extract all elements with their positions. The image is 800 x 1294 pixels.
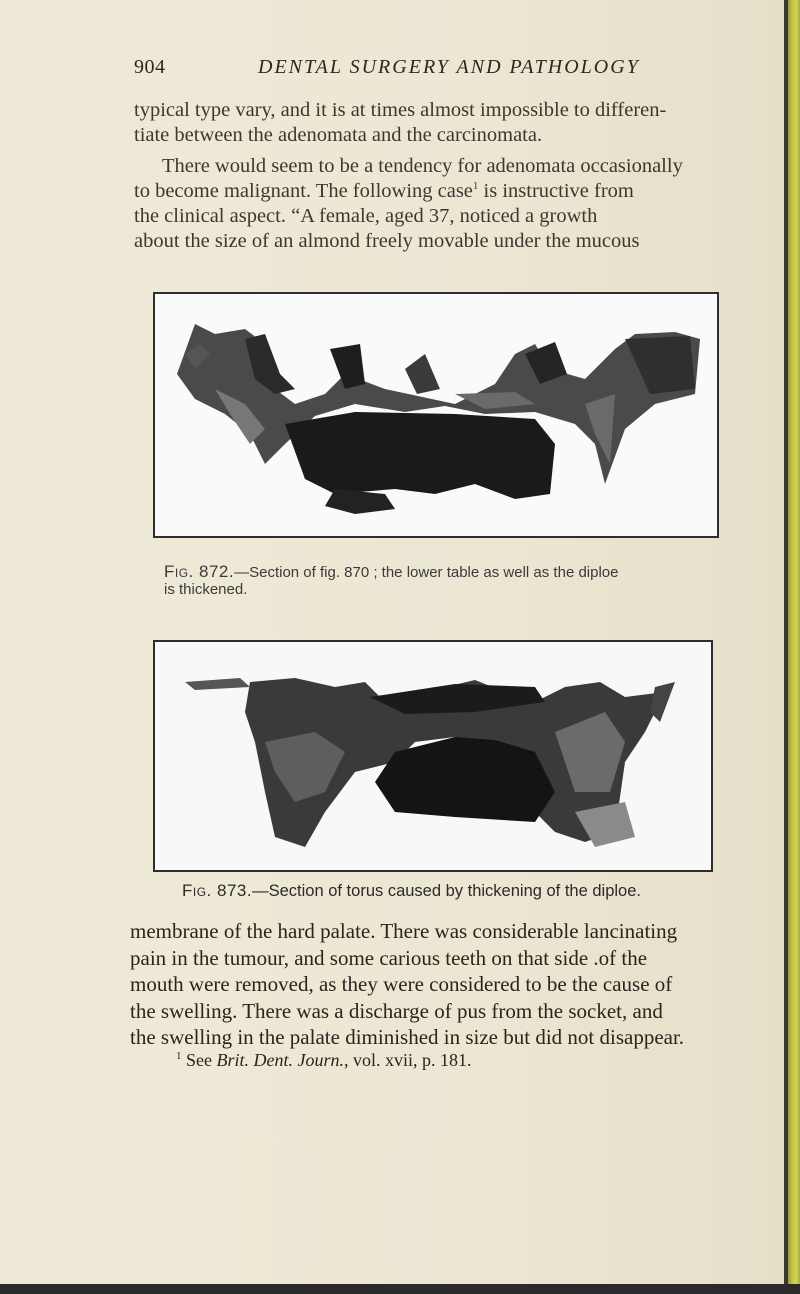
text-line xyxy=(134,179,714,204)
text-line: mouth were removed, as they were considered to be the cause of xyxy=(130,972,673,996)
figure-873-label: Fig. 873. xyxy=(182,881,253,900)
figure-872-label: Fig. 872. xyxy=(164,562,235,581)
text-line: the clinical aspect. “A female, aged 37, noticed a growth xyxy=(134,205,598,227)
figure-873-caption-text: —Section of torus caused by thickening of the diploe. xyxy=(252,882,641,900)
footnote-marker: 1 xyxy=(472,180,479,193)
text-segment: to become malignant. The following case xyxy=(134,180,473,202)
footnote xyxy=(176,1050,472,1071)
footnote-marker: 1 xyxy=(176,1050,182,1062)
paragraph-3 xyxy=(130,918,736,1051)
page-number: 904 xyxy=(134,56,166,78)
text-line: There would seem to be a tendency for adenomata occasionally xyxy=(162,155,683,177)
paragraph-1 xyxy=(134,98,714,148)
text-line: the swelling in the palate diminished in size but did not disappear. xyxy=(130,1025,685,1049)
torus-section-image xyxy=(155,642,711,870)
book-spine-edge xyxy=(788,0,800,1294)
page-header xyxy=(134,52,734,84)
page-bottom-edge xyxy=(0,1284,800,1294)
running-head: DENTAL SURGERY AND PATHOLOGY xyxy=(258,56,640,78)
text-line: typical type vary, and it is at times almost impossible to differen- xyxy=(134,99,667,121)
footnote-suffix: , vol. xvii, p. 181. xyxy=(344,1050,472,1070)
figure-872-caption-text-2: is thickened. xyxy=(164,581,248,598)
footnote-journal: Brit. Dent. Journ. xyxy=(216,1050,344,1070)
text-segment: is instructive from xyxy=(478,180,634,202)
footnote-prefix: See xyxy=(181,1050,217,1070)
paragraph-2 xyxy=(134,154,714,254)
figure-872-photo xyxy=(153,292,719,538)
text-line: membrane of the hard palate. There was considerable lancinating xyxy=(130,919,678,943)
text-line: the swelling. There was a discharge of pus from the socket, and xyxy=(130,998,663,1023)
figure-873-caption xyxy=(182,882,742,900)
figure-872-caption xyxy=(164,563,724,598)
text-line: pain in the tumour, and some carious teeth on that side .of the xyxy=(130,945,648,970)
figure-873-photo xyxy=(153,640,713,872)
text-line: tiate between the adenomata and the carcinomata. xyxy=(134,124,543,146)
text-line: about the size of an almond freely movable under the mucous xyxy=(134,230,640,252)
bone-section-image xyxy=(155,294,717,536)
figure-872-caption-text: —Section of fig. 870 ; the lower table as well as the diploe xyxy=(234,564,619,581)
